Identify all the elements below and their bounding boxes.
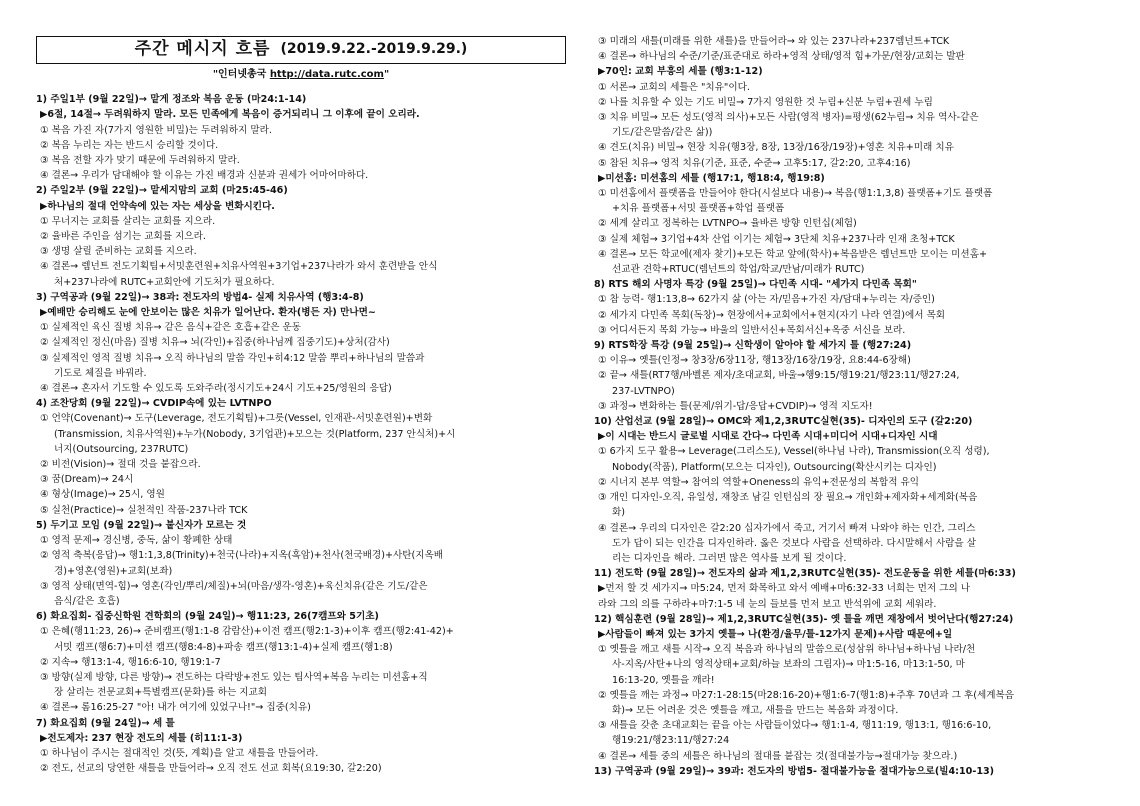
list-item-continued: 기도/같은말씀/같은 삶)) bbox=[612, 127, 713, 139]
list-item: ⑤ 실천(Practice)→ 실천적인 작품-237나라 TCK bbox=[40, 504, 248, 516]
list-item: ① 옛틀을 깨고 새틀 시작→ 오직 복음과 하나님의 말씀으로(성삼위 하나님+하나님 나라/천 bbox=[598, 644, 976, 656]
list-item: ③ 개인 디자인-오직, 유일성, 재창조 남길 인턴십의 장 필요→ 개인화+제자화+세계화(복음 bbox=[598, 492, 978, 504]
section-heading: 2) 주일2부 (9월 22일)→ 맡세지맘의 교회 (마25:45-46) bbox=[36, 185, 288, 197]
list-item-continued: 16:13-20, 옛틀을 깨라! bbox=[612, 674, 715, 686]
list-item: ④ 결론→ 롬16:25-27 "아! 내가 여기에 있었구나!"→ 집중(치유) bbox=[40, 702, 311, 714]
section-heading: 7) 화요집회 (9월 24일)→ 세 틀 bbox=[36, 717, 175, 729]
list-item-continued: 리는 디자인을 해라. 그러면 많은 역사를 보게 될 것이다. bbox=[612, 552, 847, 564]
list-item: ③ 방향(실제 방향, 다른 방향)→ 전도하는 다락방+전도 있는 팀사역+복음 누리는 미션홈+직 bbox=[40, 671, 428, 683]
list-item: ② 시너지 본부 역할→ 참여의 역할+Oneness의 유익+전문성의 복합적 유익 bbox=[598, 476, 920, 488]
sub-heading: ▶사람들이 빠져 있는 3가지 옛틀→ 나(환경/율무/틀-12가지 문제)+사람 때문에+일 bbox=[598, 628, 953, 640]
sub-heading: ▶예배만 승리해도 눈에 안보이는 많은 치유가 일어난다. 환자(병든 자) 만나면~ bbox=[40, 307, 376, 319]
list-item: ④ 결론→ 하나님의 수준/기준/표준대로 하라+영적 상태/영적 힘+가문/현장/교회는 발판 bbox=[598, 51, 965, 63]
list-item: ① 미션홈에서 플랫폼을 만들어야 한다(시설보다 내용)→ 복음(행1:1,3,8) 플랫폼+기도 플랫폼 bbox=[598, 188, 993, 200]
section-heading: 6) 화요집회- 집중신학원 견학회의 (9월 24일)→ 행11:23, 26(7캠프와 5기초) bbox=[36, 611, 379, 623]
list-item: ④ 견도(치유) 비밀→ 현장 치유(행3장, 8장, 13장/16장/19장)+영혼 치유+미래 치유 bbox=[598, 142, 954, 154]
list-item: ③ 복음 전할 자가 맞기 때문에 두려워하지 말라. bbox=[40, 155, 240, 167]
section-heading: 8) RTS 해외 사명자 특강 (9월 25일)→ 다민족 시대- "세가지 다민족 목회" bbox=[594, 279, 917, 291]
list-item: ① 무너지는 교회를 살리는 교회를 지으라. bbox=[40, 215, 216, 227]
page-title: 주간 메시지 흐름 bbox=[134, 39, 271, 60]
section-heading: 4) 조찬당회 (9월 22일)→ CVDIP속에 있는 LVTNPO bbox=[36, 398, 272, 410]
list-item: ③ 생명 살릴 준비하는 교회를 지으라. bbox=[40, 246, 197, 258]
list-item-continued: Nobody(작품), Platform(모으는 디자인), Outsourcing(확산시키는 디자인) bbox=[612, 461, 937, 473]
section-heading: 9) RTS학장 특강 (9월 25일)→ 신학생이 알아야 할 세가지 틀 (행27:24) bbox=[594, 340, 912, 352]
paragraph-line: ▶먼저 할 것 세가지→ 마5:24, 먼저 화목하고 와서 예배+마6:32-33 너희는 먼저 그의 나 bbox=[598, 583, 971, 595]
list-item: ③ 치유 비밀→ 모든 성도(영적 의사)+모든 사람(영적 병자)=평생(62누림→ 치유 역사-같은 bbox=[598, 112, 979, 124]
list-item-continued: 행19:21/행23:11/행27:24 bbox=[612, 735, 730, 747]
section-heading: 1) 주일1부 (9월 22일)→ 맡게 정조와 복음 운동 (마24:1-14) bbox=[36, 94, 307, 106]
list-item: ④ 결론→ 세틀 중의 세틀은 하나님의 절대를 붙잡는 것(절대불가능→절대가능 찾으라.) bbox=[598, 750, 958, 762]
date-range: (2019.9.22.-2019.9.29.) bbox=[280, 41, 468, 58]
list-item: ② 복음 누리는 자는 반드시 승리할 것이다. bbox=[40, 139, 219, 151]
list-item: ③ 실제 체험→ 3기업+4차 산업 이기는 체험→ 3단체 치유+237나라 인재 초청+TCK bbox=[598, 233, 955, 245]
list-item-continued: 처+237나라에 RUTC+교회안에 기도처가 필요하다. bbox=[54, 276, 275, 288]
list-item: ② 옛틀을 깨는 과정→ 마27:1-28:15(마28:16-20)+행1:6-7(행1:8)+주후 70년과 그 후(세계복음 bbox=[598, 689, 1015, 701]
list-item: ① 참 능력- 행1:13,8→ 62가지 삶 (아는 자/믿음+가진 자/담대+누리는 자/증인) bbox=[598, 294, 935, 306]
list-item-continued: +치유 플랫폼+서밋 플랫폼+학업 플랫폼 bbox=[612, 203, 785, 215]
sub-heading: ▶하나님의 절대 언약속에 있는 자는 세상을 변화시킨다. bbox=[40, 200, 275, 212]
section-heading: 3) 구역공과 (9월 22일)→ 38과: 전도자의 방법4- 실제 치유사역 (행3:4-8) bbox=[36, 291, 364, 303]
list-item: ① 서론→ 교회의 세틀은 "치유"이다. bbox=[598, 81, 750, 93]
sub-heading: ▶미션홈: 미션홈의 세틀 (행17:1, 행18:4, 행19:8) bbox=[598, 172, 825, 184]
list-item: ③ 꿈(Dream)→ 24시 bbox=[40, 474, 134, 486]
right-top-spacer bbox=[594, 0, 1124, 34]
list-item-continued: 화)→ 모든 어려운 것은 옛틀을 깨고, 새틀을 만드는 복음화 과정이다. bbox=[612, 704, 899, 716]
sub-heading: ▶6절, 14절→ 두려워하지 말라. 모든 민족에게 복음이 증거되리니 그 이후에 끝이 오리라. bbox=[40, 109, 420, 121]
list-item: ① 은혜(행11:23, 26)→ 준비캠프(행1:1-8 감람산)+이전 캠프(행2:1-3)+이후 캠프(행2:41-42)+ bbox=[40, 626, 454, 638]
list-item: ① 하나님이 주시는 절대적인 것(뜻, 계획)을 알고 새틀을 만들어라. bbox=[40, 747, 319, 759]
list-item: ④ 결론→ 모든 학교에(제자 찾기)+모든 학교 앞에(학사)+복음받은 렘넌트만 모이는 미션홈+ bbox=[598, 248, 988, 260]
list-item-continued: 화) bbox=[612, 507, 626, 519]
list-item-continued: 기도로 체질을 바꿔라. bbox=[54, 367, 147, 379]
list-item-continued: 237-LVTNPO) bbox=[612, 385, 675, 397]
list-item: ④ 결론→ 렘넌트 전도기획팀+서밋훈련원+치유사역원+3기업+237나라가 와서 훈련받을 안식 bbox=[40, 261, 438, 273]
list-item: ② 율바른 주인을 섬기는 교회를 지으라. bbox=[40, 231, 206, 243]
right-column bbox=[594, 0, 1124, 779]
paragraph-line: 라와 그의 의를 구하라+마7:1-5 네 눈의 들보를 먼저 보고 반석위에 교회 세워라. bbox=[598, 598, 937, 610]
source-line bbox=[36, 67, 566, 82]
section-heading: 10) 산업선교 (9월 28일)→ OMC와 제1,2,3RUTC실현(35)- 디자인의 도구 (갈2:20) bbox=[594, 416, 973, 428]
section-heading: 5) 두기고 모임 (9월 22일)→ 붙신자가 모르는 것 bbox=[36, 519, 247, 531]
list-item-continued: 선교관 견학+RTUC(렘넌트의 학업/학교/만남/미래가 RUTC) bbox=[612, 264, 865, 276]
list-item: ② 세계 살리고 정복하는 LVTNPO→ 율바른 방향 인턴십(체험) bbox=[598, 218, 857, 230]
list-item: ① 6가지 도구 활용→ Leverage(그리스도), Vessel(하나님 나라), Transmission(오직 성령), bbox=[598, 446, 990, 458]
title-box bbox=[36, 36, 566, 64]
list-item-continued: 도가 답이 되는 인간을 디자인하라. 옳은 것보다 사람을 선택하라. 다시말해서 사람을 살 bbox=[612, 537, 977, 549]
section-heading: 13) 구역공과 (9월 29일)→ 39과: 전도자의 방법5- 절대불가능을 절대가능으로(빌4:10-13) bbox=[594, 765, 995, 777]
list-item: ④ 결론→ 혼자서 기도할 수 있도록 도와주라(정시기도+24시 기도+25/영원의 응답) bbox=[40, 383, 392, 395]
list-item: ③ 실제적인 영적 질병 치유→ 오직 하나님의 말씀 각인+히4:12 말씀 뿌리+하나님의 말씀과 bbox=[40, 352, 425, 364]
list-item: ② 실제적인 정신(마음) 질병 치유→ 뇌(각인)+집중(하나님께 집중기도)+상처(감사) bbox=[40, 337, 390, 349]
list-item: ③ 과정→ 변화하는 틀(문제/위기-답/응답+CVDIP)→ 영적 지도자! bbox=[598, 400, 873, 412]
list-item: ① 복음 가진 자(7가지 영원한 비밀)는 두려워하지 말라. bbox=[40, 124, 272, 136]
left-column bbox=[36, 0, 576, 776]
list-item: ④ 형상(Image)→ 25시, 영원 bbox=[40, 489, 165, 501]
list-item: ③ 어디서든지 목회 가능→ 바울의 일반서신+목회서신+옥중 서신을 보라. bbox=[598, 324, 906, 336]
list-item-continued: (Transmission, 치유사역원)+누가(Nobody, 3기업관)+모으는 것(Platform, 237 안식처)+시 bbox=[54, 428, 456, 440]
left-content bbox=[36, 92, 576, 776]
sub-heading: ▶70인: 교회 부흥의 세틀 (행3:1-12) bbox=[598, 66, 763, 78]
source-prefix: "인터넷총국 bbox=[212, 69, 270, 80]
list-item-continued: 음식/같은 호흡) bbox=[54, 595, 120, 607]
list-item: ② 비전(Vision)→ 절대 것을 붙잡으라. bbox=[40, 459, 201, 471]
list-item: ② 지속→ 행13:1-4, 행16:6-10, 행19:1-7 bbox=[40, 656, 221, 668]
list-item-continued: 경)+영혼(영원)+교회(보좌) bbox=[54, 565, 173, 577]
list-item: ① 이유→ 옛틀(인정→ 창3장/6장11장, 행13장/16장/19장, 요8:44-6장해) bbox=[598, 355, 911, 367]
list-item: ⑤ 참된 치유→ 영적 치유(기준, 표준, 수준→ 고후5:17, 갈2:20, 고후4:16) bbox=[598, 157, 911, 169]
list-item: ① 언약(Covenant)→ 도구(Leverage, 전도기획팀)+그릇(Vessel, 인재관-서밋훈련원)+변화 bbox=[40, 413, 433, 425]
list-item: ③ 영적 상태(면역-힘)→ 영혼(각인/뿌리/체질)+뇌(마음/생각-영혼)+육신치유(같은 기도/같은 bbox=[40, 580, 428, 592]
source-suffix: " bbox=[383, 69, 390, 80]
source-link[interactable]: http://data.rutc.com bbox=[269, 69, 384, 80]
section-heading: 12) 핵심훈련 (9월 28일)→ 제1,2,3RUTC실현(35)- 옛 틀을 깨면 재창에서 벗어난다(행27:24) bbox=[594, 613, 1014, 625]
list-item: ① 영적 문제→ 경신병, 중독, 삶이 황폐한 상태 bbox=[40, 535, 233, 547]
list-item: ④ 결론→ 우리가 담대해야 할 이유는 가진 배경과 신분과 권세가 어마어마하다. bbox=[40, 170, 369, 182]
list-item: ② 끝→ 새틀(RT7행/바벨론 제자/초대교회, 바울→행9:15/행19:21/행23:11/행27:24, bbox=[598, 370, 960, 382]
list-item: ③ 새틀을 갖춘 초대교회는 끝을 아는 사람들이었다→ 행1:1-4, 행11:19, 행13:1, 행16:6-10, bbox=[598, 720, 992, 732]
list-item: ② 세가지 다민족 목회(독창)→ 현장에서+교회에서+현지(자기 나라 연결)에서 목회 bbox=[598, 309, 946, 321]
list-item: ② 나를 치유할 수 있는 기도 비밀→ 7가지 영원한 것 누림+신분 누림+권세 누림 bbox=[598, 96, 933, 108]
sub-heading: ▶이 시대는 반드시 글로벌 시대로 간다→ 다민족 시대+미디어 시대+디자인 시대 bbox=[598, 431, 938, 443]
list-item: ② 영적 축복(응답)→ 행1:1,3,8(Trinity)+천국(나라)+지옥(흑암)+천사(천국배경)+사탄(지옥배 bbox=[40, 550, 444, 562]
list-item-continued: 장 살리는 전문교회+특별캠프(문화)를 하는 지교회 bbox=[54, 687, 268, 699]
list-item-continued: 너지(Outsourcing, 237RUTC) bbox=[54, 443, 189, 455]
section-heading: 11) 전도학 (9월 28일)→ 전도자의 삶과 제1,2,3RUTC실현(35)- 전도운동을 위한 세틀(마6:33) bbox=[594, 568, 1016, 580]
list-item: ② 전도, 선교의 당연한 새틀을 만들어라→ 오직 전도 선교 회복(요19:30, 갈2:20) bbox=[40, 763, 382, 775]
list-item-continued: 사-지옥/사탄+나의 영적상태+교회/하늘 보좌의 그림자)→ 마1:5-16, 마13:1-50, 마 bbox=[612, 659, 965, 671]
list-item: ① 실제적인 육신 질병 치유→ 같은 음식+같은 호흡+같은 운동 bbox=[40, 322, 301, 334]
list-item: ④ 결론→ 우리의 디자인은 갈2:20 십자가에서 죽고, 거기서 빠져 나와야 하는 인간, 그리스 bbox=[598, 522, 976, 534]
list-item: ③ 미래의 새틀(미래를 위한 새틀)을 만들어라→ 와 있는 237나라+237렘넌트+TCK bbox=[598, 36, 950, 47]
list-item-continued: 서밋 캠프(행6:7)+미션 캠프(행8:4-8)+파송 캠프(행13:1-4)+실제 캠프(행1:8) bbox=[54, 641, 393, 653]
right-content bbox=[594, 34, 1124, 779]
sub-heading: ▶전도제자: 237 현장 전도의 세틀 (히11:1-3) bbox=[40, 732, 243, 744]
